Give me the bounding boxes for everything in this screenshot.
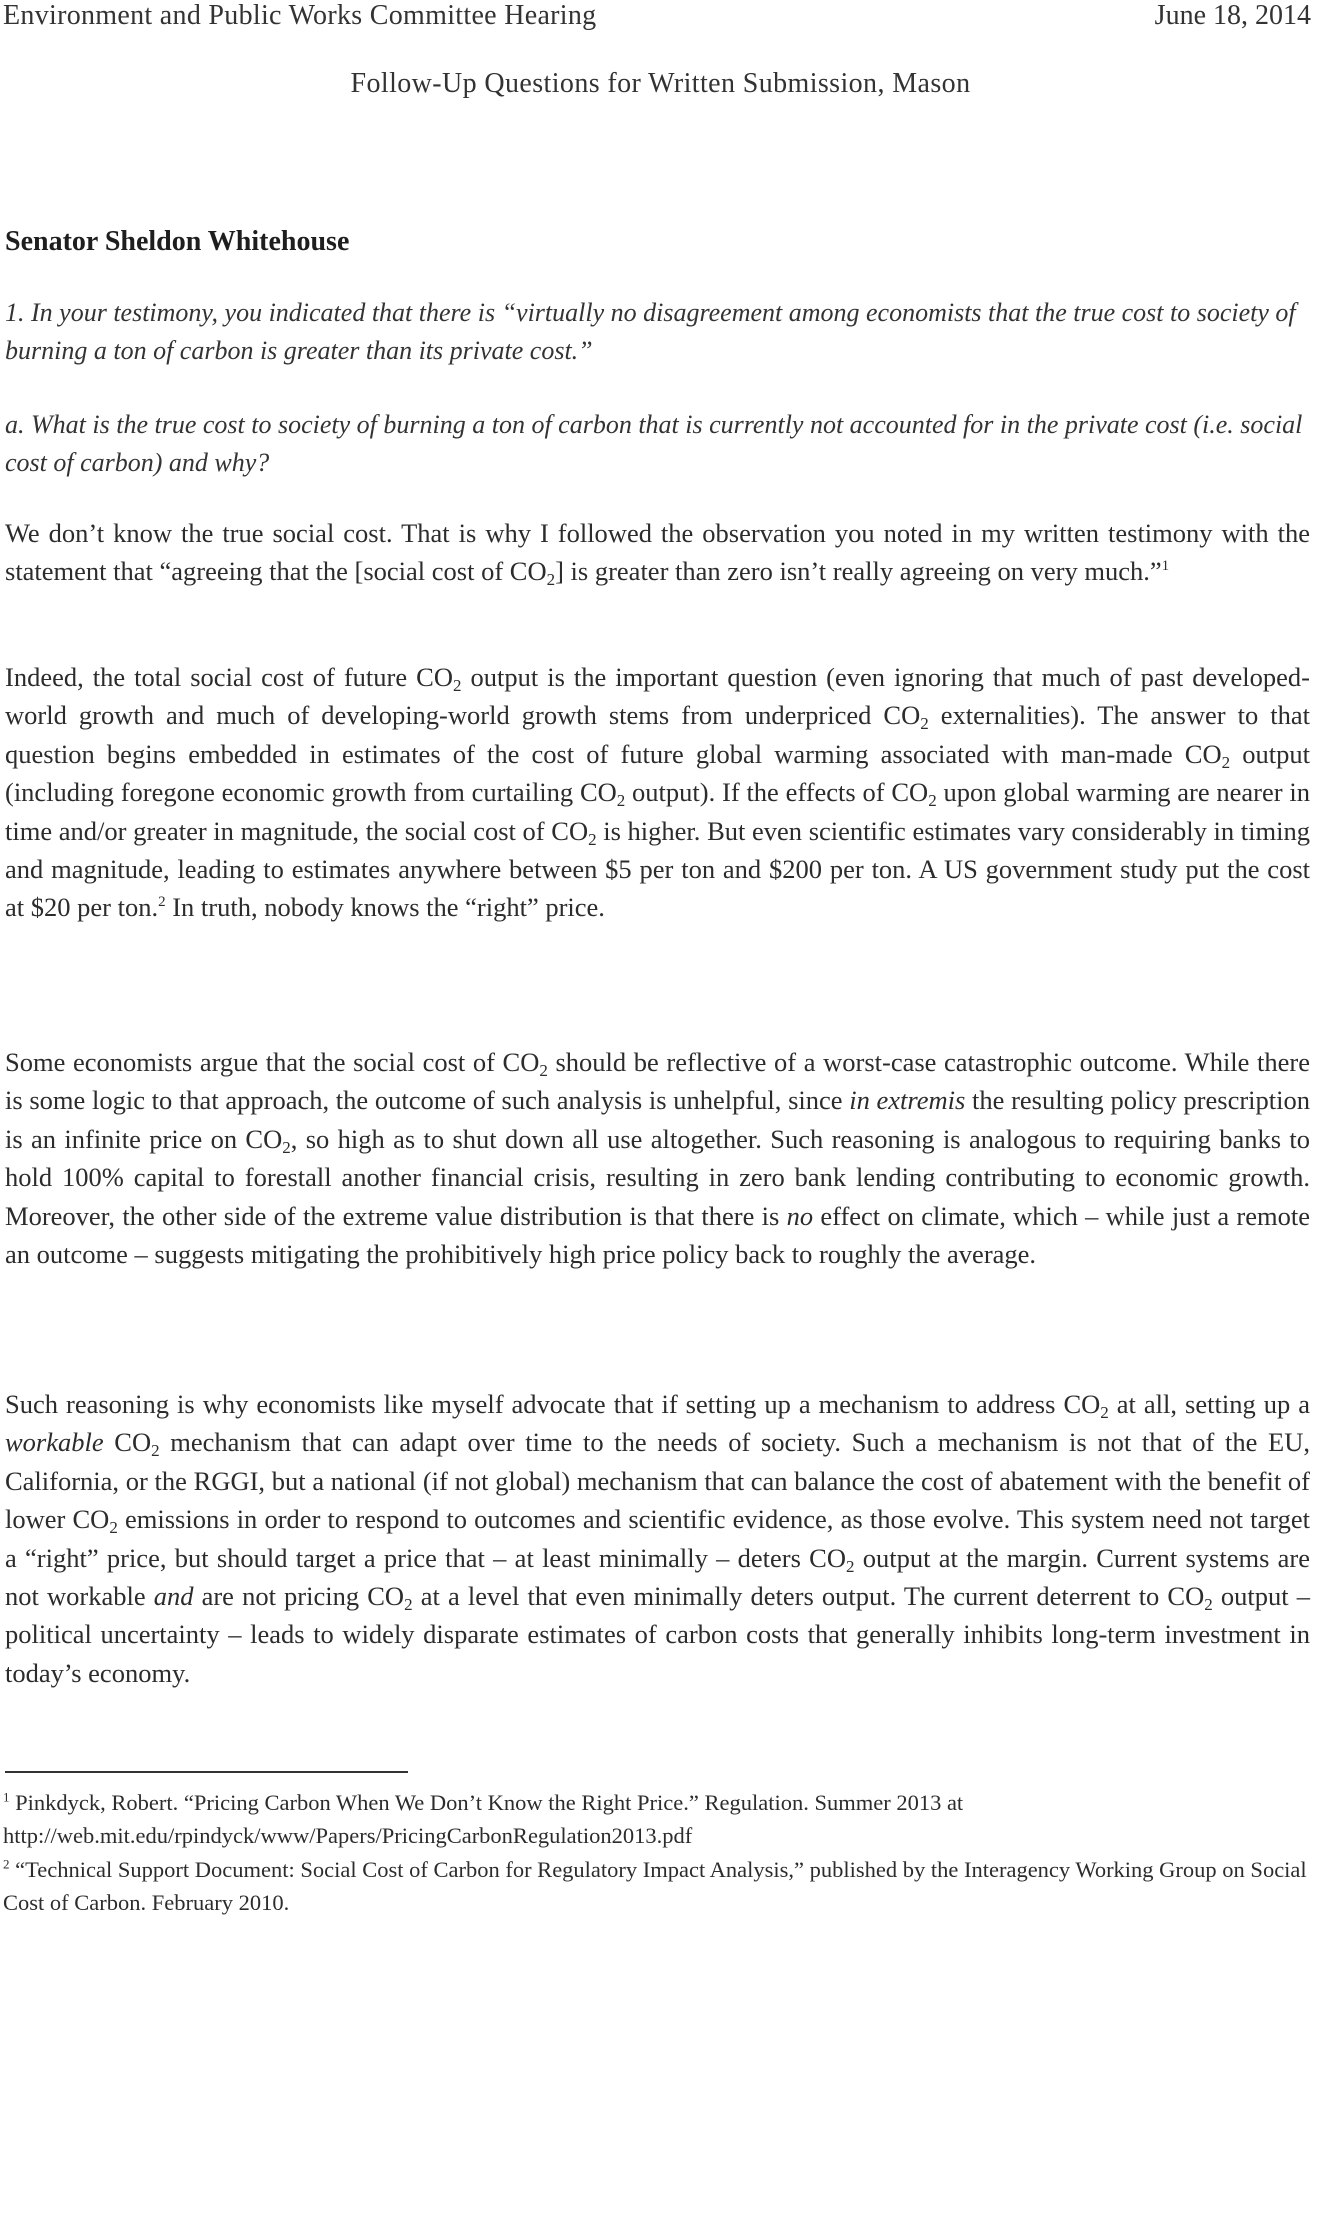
answer-paragraph-4: Such reasoning is why economists like myself advocate that if setting up a mechanism to address $CO_2$ at all, setting up a workable $CO_2$ mechanism that can adapt over time to the needs of society. Such a mechanism is not that of the EU, California, or the RGGI, but a national (if not global) mechanism that can balance the cost of abatement with the benefit of lower $CO_2$ emissions in order to respond to outcomes and scientific evidence, as those evolve. This system need not target a “right” price, but should target a price that – at least minimally – deters $CO_2$ output at the margin. Current systems are not workable and are not pricing $CO_2$ at a level that even minimally deters output. The current deterrent to $CO_2$ output – political uncertainty – leads to widely disparate estimates of carbon costs that generally inhibits long-term investment in today’s economy. xyxy=(5,1389,1311,1688)
footnote-ref-1: 1 xyxy=(1161,558,1170,575)
question-1: 1. In your testimony, you indicated that there is “virtually no disagreement among economists that the true cost to society of burning a ton of carbon is greater than its private cost.” xyxy=(5,298,1296,365)
header-title: Environment and Public Works Committee Hearing xyxy=(3,0,597,31)
question-1a: a. What is the true cost to society of burning a ton of carbon that is currently not accounted for in the private cost (i.e. social cost of carbon) and why? xyxy=(5,410,1303,477)
document-subtitle: Follow-Up Questions for Written Submission, Mason xyxy=(350,68,971,99)
answer-paragraph-3: Some economists argue that the social cost of $CO_2$ should be reflective of a worst-case catastrophic outcome. While there is some logic to that approach, the outcome of such analysis is unhelpful, since in extremis the resulting policy prescription is an infinite price on $CO_2$, so high as to shut down all use altogether. Such reasoning is analogous to requiring banks to hold 100% capital to forestall another financial crisis, resulting in zero bank lending contributing to economic growth. Moreover, the other side of the extreme value distribution is that there is no effect on climate, which – while just a remote an outcome – suggests mitigating the prohibitively high price policy back to roughly the average. xyxy=(5,1047,1311,1270)
header-date: June 18, 2014 xyxy=(1154,0,1311,31)
footnote-2: $^2$ “Technical Support Document: Social Cost of Carbon for Regulatory Impact Analysis,” published by the Interagency Working Group on Social Cost of Carbon. February 2010. xyxy=(3,1856,1307,1915)
senator-heading: Senator Sheldon Whitehouse xyxy=(5,226,350,257)
answer-paragraph-1: We don’t know the true social cost. That is why I followed the observation you noted in my written testimony with the statement that “agreeing that the [social cost of $CO_2$] is greater than zero isn’t really agreeing on very much.”$^1$ xyxy=(5,518,1310,590)
footnote-divider xyxy=(5,1771,408,1773)
footnote-ref-2: 2 xyxy=(158,894,166,911)
answer-paragraph-2: Indeed, the total social cost of future $CO_2$ output is the important question (even ignoring that much of past developed-world growth and much of developing-world growth stems from underpriced $CO_2$ externalities). The answer to that question begins embedded in estimates of the cost of future global warming associated with man-made $CO_2$ output (including foregone economic growth from curtailing $CO_2$ output). If the effects of $CO_2$ upon global warming are nearer in time and/or greater in magnitude, the social cost of $CO_2$ is higher. But even scientific estimates vary considerably in timing and magnitude, leading to estimates anywhere between $5 per ton and $200 per ton. A US government study put the cost at $20 per ton.$^2$ In truth, nobody knows the “right” price. xyxy=(5,662,1311,923)
footnote-1: $^1$ Pinkdyck, Robert. “Pricing Carbon When We Don’t Know the Right Price.” Regulation. Summer 2013 at http://web.mit.edu/rpindyck/www/Papers/PricingCarbonRegulation2013.pdf xyxy=(3,1789,964,1848)
